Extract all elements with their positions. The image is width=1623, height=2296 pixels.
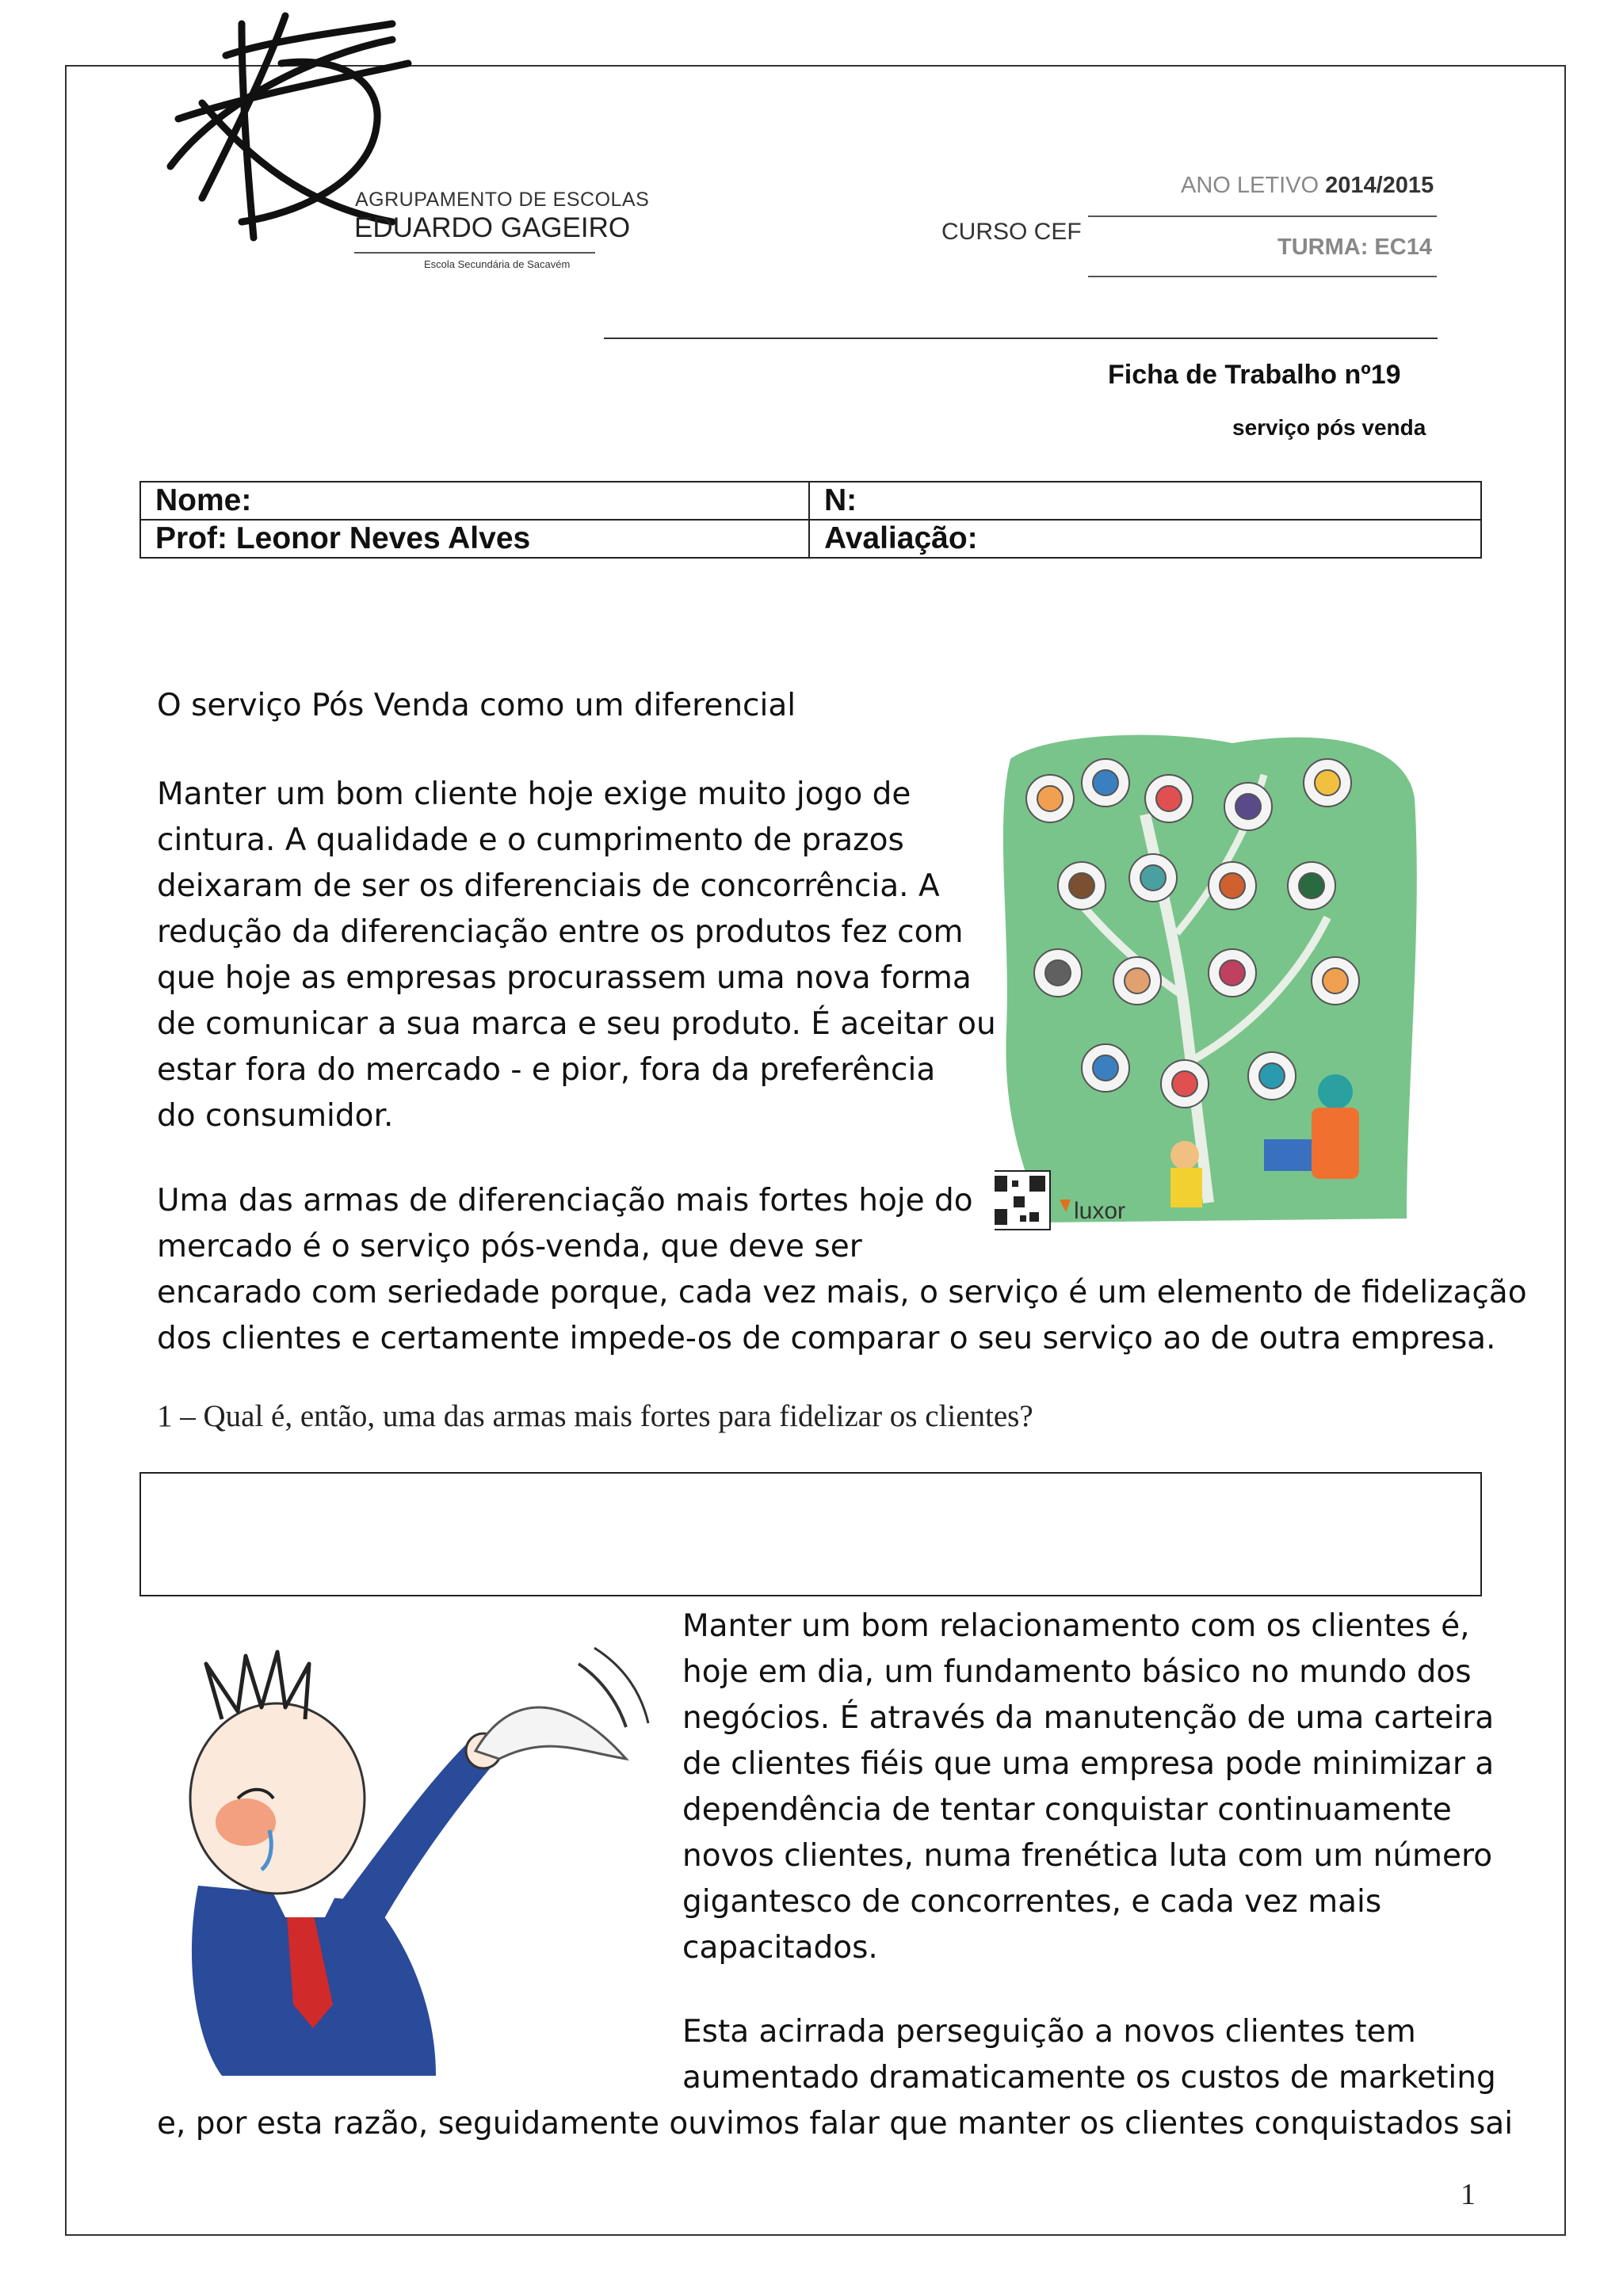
paragraph-2: Uma das armas de diferenciação mais fortes hoje do mercado é o serviço pós-venda, que deve ser encarado com seriedade porque, cada vez mais, o serviço é um elemento de fidelização dos clientes e certamente impede-os de comparar o seu serviço ao de outra empresa. [157, 1183, 1527, 1356]
student-info-table [139, 481, 1482, 559]
school-name-line3: Escola Secundária de Sacavém [424, 258, 571, 270]
course-label: CURSO CEF [941, 219, 1082, 245]
crying-man-illustration [151, 1632, 650, 2076]
table-row [140, 520, 1481, 558]
header-rule [1088, 276, 1437, 277]
number-field[interactable]: N: [809, 482, 1481, 520]
page-number: 1 [1461, 2178, 1476, 2211]
worksheet-title: Ficha de Trabalho nº19 [1108, 360, 1401, 390]
qr-code-icon [995, 1171, 1050, 1230]
worksheet-subtitle: serviço pós venda [1232, 415, 1426, 440]
teacher-cell: Prof: Leonor Neves Alves [140, 520, 809, 558]
school-year-value: 2014/2015 [1325, 173, 1434, 198]
school-name-line1: AGRUPAMENTO DE ESCOLAS [355, 189, 650, 211]
class-label: TURMA: EC14 [1277, 235, 1432, 260]
header-rule-long [604, 338, 1438, 339]
evaluation-field: Avaliação: [809, 520, 1481, 558]
paragraph-3: Manter um bom relacionamento com os clientes é, hoje em dia, um fundamento básico no mundo dos negócios. É através da manutenção de uma carteira de clientes fiéis que uma empresa pode minimizar a dependência de tentar conquistar continuamente novos clientes, numa frenética luta com um número gigantesco de concorrentes, e cada vez mais capacitados. [682, 1608, 1495, 1966]
brand-label: luxor [1074, 1198, 1126, 1224]
handkerchief-icon [475, 1707, 626, 1759]
paragraph-4-end: e, por esta razão, seguidamente ouvimos falar que manter os clientes conquistados sai [157, 2106, 1514, 2142]
school-divider [354, 252, 595, 254]
school-year: ANO LETIVO 2014/2015 [1181, 173, 1434, 198]
header-rule [1088, 215, 1437, 217]
name-field[interactable]: Nome: [140, 482, 809, 520]
school-name-line2: EDUARDO GAGEIRO [354, 212, 631, 243]
article-title: O serviço Pós Venda como um diferencial [157, 688, 796, 723]
question-1: 1 – Qual é, então, uma das armas mais fortes para fidelizar os clientes? [157, 1399, 1033, 1433]
customer-tree-illustration [995, 727, 1423, 1234]
paragraph-4-start: Esta acirrada perseguição a novos clientes tem aumentado dramaticamente os custos de marketing [682, 2014, 1496, 2096]
answer-box[interactable] [139, 1472, 1482, 1596]
paragraph-1: Manter um bom cliente hoje exige muito jogo de cintura. A qualidade e o cumprimento de prazos deixaram de ser os diferenciais de concorrência. A redução da diferenciação entre os produtos fez com que hoje as empresas procurassem uma nova forma de comunicar a sua marca e seu produto. É aceitar ou estar fora do mercado - e pior, fora da preferência do consumidor. [157, 776, 996, 1134]
table-row [140, 482, 1481, 520]
